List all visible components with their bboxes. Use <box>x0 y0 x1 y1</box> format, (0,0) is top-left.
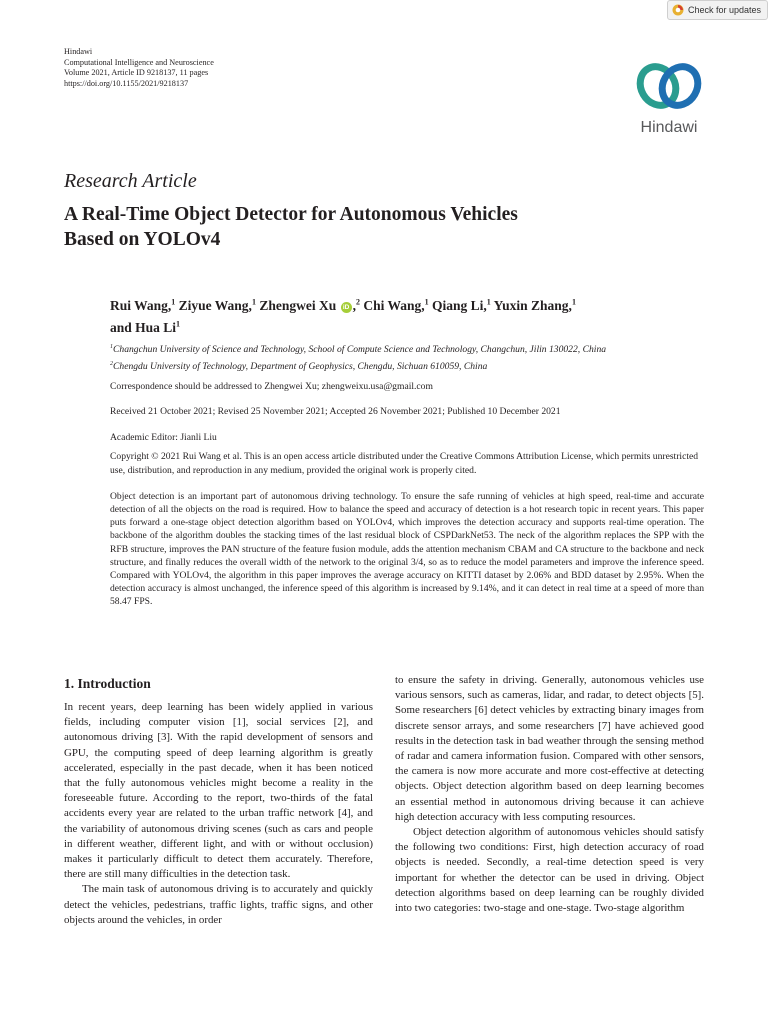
update-badge-icon <box>672 4 684 16</box>
author-name: Rui Wang,$^1$ <box>110 297 176 313</box>
paragraph: to ensure the safety in driving. Generally, autonomous vehicles use various sensors, such as cameras, lidar, and radar, to detect objects [5]. Some researchers [6] detect vehicles by extracting binary images from discrete sensor arrays, and some researchers [7] have achieved good results in the detection task in bad weather through the sensing method of radar and camera information fusion. Compared with other sensors, the camera is now more accurate and more cost-effective at detecting objects. Object detection algorithm based on deep learning becomes an essential method in autonomous driving because it can achieve high detection accuracy with less computing resources. <box>395 674 704 823</box>
author-name: Qiang Li,$^1$ <box>431 297 491 313</box>
copyright-notice: Copyright © 2021 Rui Wang et al. This is an open access article distributed under the Creative Commons Attribution License, which permits unrestricted use, distribution, and reproduction in any medium, provided the original work is properly cited. <box>110 451 699 476</box>
title-line: A Real-Time Object Detector for Autonomous Vehicles <box>64 204 518 225</box>
journal-name: Computational Intelligence and Neuroscience <box>64 57 214 67</box>
correspondence: Correspondence should be addressed to Zhengwei Xu; zhengweixu.usa@gmail.com <box>110 381 433 392</box>
body-column-right <box>395 673 704 916</box>
author-name: and Hua Li$^1$ <box>110 319 181 335</box>
author-list <box>110 292 710 337</box>
author-name: Zhengwei Xu iD ,$^2$ <box>259 297 360 313</box>
paragraph: In recent years, deep learning has been widely applied in various fields, including computer vision [1], social services [2], and autonomous driving [3]. With the rapid development of sensors and GPU, the computing speed of deep learning algorithm is greatly accelerated, especially in the past decade, when it has been noticed that the fully autonomous vehicles might become a reality in the foreseeable future. According to the report, two-thirds of the fatal accidents every year are related to the urban traffic network [4], and the variability of autonomous driving scenes (such as cars and people in different weather, different light, and with or without occlusion) makes it particularly difficult to detect them accurately. Therefore, there are still many difficulties in the detection task. <box>64 701 373 881</box>
orcid-icon[interactable]: iD <box>341 302 352 313</box>
affiliations <box>110 340 710 374</box>
affiliation: $^2$Chengdu University of Technology, Department of Geophysics, Chengdu, Sichuan 610059, China <box>110 361 488 373</box>
article-type: Research Article <box>64 170 197 192</box>
affiliation: $^1$Changchun University of Science and Technology, School of Compute Science and Technology, Changchun, Jilin 130022, China <box>110 344 607 356</box>
hindawi-logo-icon <box>628 60 710 112</box>
hindawi-logo <box>628 60 710 137</box>
author-name: Chi Wang,$^1$ <box>363 297 429 313</box>
hindawi-wordmark: Hindawi <box>640 119 698 136</box>
journal-info <box>64 47 214 89</box>
section-heading: 1. Introduction <box>64 676 151 691</box>
paragraph: The main task of autonomous driving is to accurately and quickly detect the vehicles, pedestrians, traffic lights, traffic signs, and other objects around the vehicles, in order <box>64 883 373 926</box>
abstract: Object detection is an important part of autonomous driving technology. To ensure the safe running of vehicles at high speed, real-time and accurate detection of all the objects on the road is required. How to balance the speed and accuracy of detection is a hot research topic in recent years. This paper puts forward a one-stage object detection algorithm based on YOLOv4, which improves the detection accuracy and supports real-time operation. The backbone of the algorithm doubles the stacking times of the last residual block of CSPDarkNet53. The neck of the algorithm replaces the SPP with the RFB structure, improves the PAN structure of the feature fusion module, adds the attention mechanism CBAM and CA structure to the backbone and neck structure, and finally reduces the overall width of the network to the original 3/4, so as to reduce the model parameters and improve the inference speed. Compared with YOLOv4, the algorithm in this paper improves the average accuracy on KITTI dataset by 2.06% and BDD dataset by 2.95%. When the detection accuracy is almost unchanged, the inference speed of this algorithm is increased by 9.14%, and it can detect in real time at a speed of more than 58.47 FPS. <box>110 491 704 608</box>
check-for-updates-button[interactable] <box>667 0 768 20</box>
title-line: Based on YOLOv4 <box>64 229 221 250</box>
article-title <box>64 202 664 252</box>
paragraph: Object detection algorithm of autonomous vehicles should satisfy the following two conditions: First, high detection accuracy of road objects is needed. Secondly, a real-time detection speed is very important for whether the detector can be used in driving. Object detection algorithms based on deep learning can be roughly divided into two categories: two-stage and one-stage. Two-stage algorithm <box>395 826 704 915</box>
author-name: Ziyue Wang,$^1$ <box>178 297 256 313</box>
body-column-left <box>64 700 373 928</box>
doi-link[interactable]: https://doi.org/10.1155/2021/9218137 <box>64 78 189 88</box>
publication-dates: Received 21 October 2021; Revised 25 November 2021; Accepted 26 November 2021; Published 10 December 2021 <box>110 406 561 417</box>
author-name: Yuxin Zhang,$^1$ <box>493 297 576 313</box>
volume-line: Volume 2021, Article ID 9218137, 11 pages <box>64 68 209 77</box>
check-for-updates-label: Check for updates <box>687 5 761 15</box>
academic-editor: Academic Editor: Jianli Liu <box>110 432 217 443</box>
publisher-name: Hindawi <box>64 47 93 56</box>
